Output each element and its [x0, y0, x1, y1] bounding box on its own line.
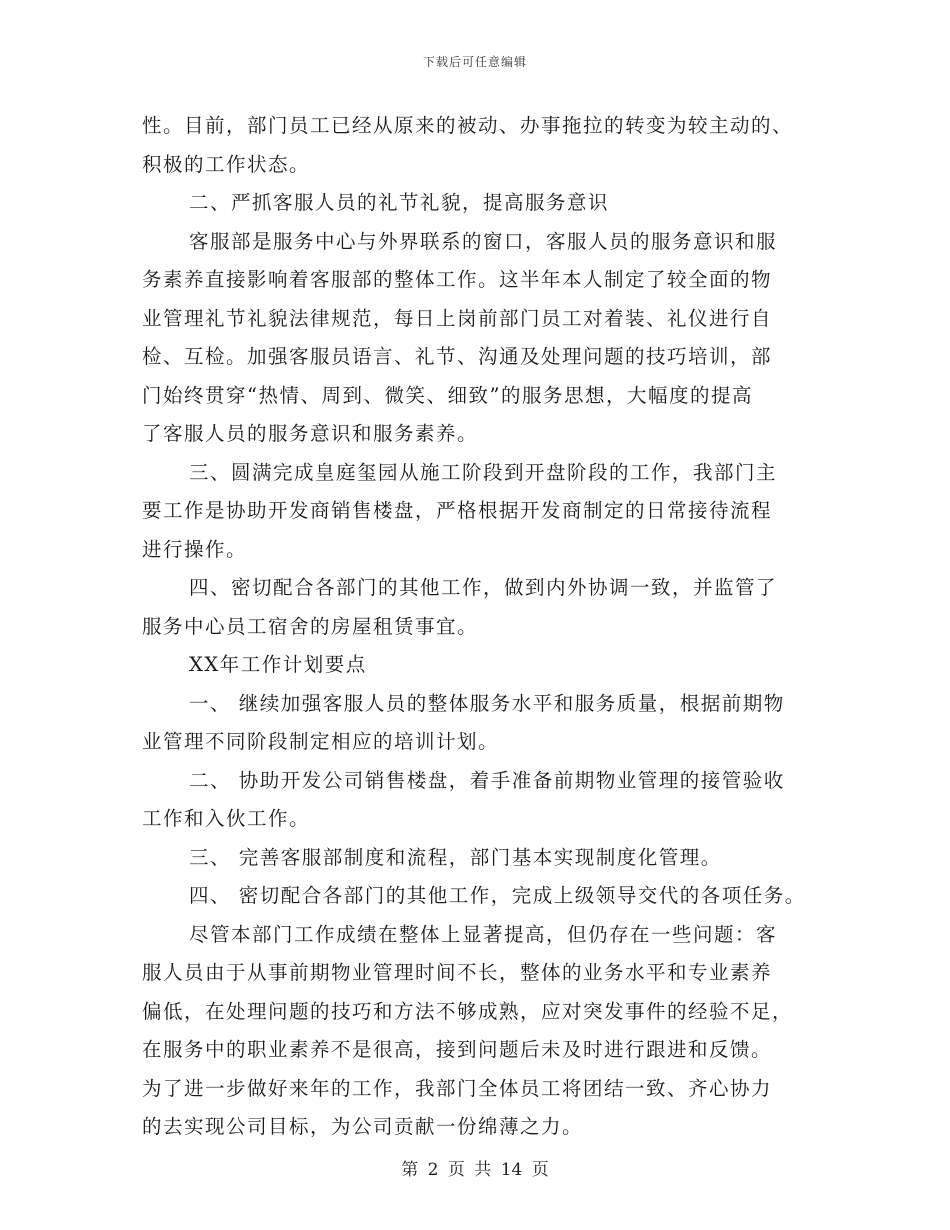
- text-line: 积极的工作状态。: [142, 152, 311, 176]
- text-line: 门始终贯穿“热情、周到、微笑、细致”的服务思想，大幅度的提高: [142, 383, 753, 407]
- text-line: 偏低，在处理问题的技巧和方法不够成熟，应对突发事件的经验不足，: [142, 999, 794, 1023]
- text-line: 为了进一步做好来年的工作，我部门全体员工将团结一致、齐心协力: [142, 1076, 773, 1100]
- document-body: [142, 107, 842, 1147]
- text-line: 服人员由于从事前期物业管理时间不长，整体的业务水平和专业素养: [142, 961, 773, 984]
- text-line: 性。目前，部门员工已经从原来的被动、办事拖拉的转变为较主动的、: [142, 114, 794, 137]
- text-line: 务素养直接影响着客服部的整体工作。这半年本人制定了较全面的物: [142, 268, 773, 291]
- text-line: 一、 继续加强客服人员的整体服务水平和服务质量，根据前期物: [189, 691, 785, 715]
- text-line: 要工作是协助开发商销售楼盘，严格根据开发商制定的日常接待流程: [142, 499, 773, 522]
- page-number: 第 2 页 共 14 页: [401, 1160, 549, 1180]
- text-line: 服务中心员工宿舍的房屋租赁事宜。: [142, 614, 479, 638]
- text-line: 二、 协助开发公司销售楼盘，着手准备前期物业管理的接管验收: [189, 768, 785, 792]
- text-line: 了客服人员的服务意识和服务素养。: [142, 422, 479, 445]
- text-line: 检、互检。加强客服员语言、礼节、沟通及处理问题的技巧培训，部: [142, 345, 773, 368]
- text-line: 客服部是服务中心与外界联系的窗口，客服人员的服务意识和服: [189, 229, 778, 253]
- page-header: 下载后可任意编辑: [422, 55, 527, 69]
- text-line: 四、密切配合各部门的其他工作，做到内外协调一致，并监管了: [189, 576, 778, 599]
- text-line: 三、圆满完成皇庭玺园从施工阶段到开盘阶段的工作，我部门主: [189, 460, 778, 484]
- text-line: 四、 密切配合各部门的其他工作，完成上级领导交代的各项任务。: [189, 884, 806, 907]
- text-line: 三、 完善客服部制度和流程，部门基本实现制度化管理。: [189, 845, 722, 869]
- text-line: 业管理不同阶段制定相应的培训计划。: [142, 730, 500, 753]
- text-line: 工作和入伙工作。: [142, 807, 311, 830]
- text-line: 的去实现公司目标，为公司贡献一份绵薄之力。: [142, 1115, 584, 1138]
- text-line: 进行操作。: [142, 537, 248, 561]
- section-heading: XX年工作计划要点: [189, 653, 367, 676]
- text-line: 在服务中的职业素养不是很高，接到问题后未及时进行跟进和反馈。: [142, 1038, 773, 1061]
- text-line: 业管理礼节礼貌法律规范，每日上岗前部门员工对着装、礼仪进行自: [142, 306, 773, 330]
- text-line: 尽管本部门工作成绩在整体上显著提高，但仍存在一些问题：客: [189, 922, 778, 946]
- section-heading: 二、严抓客服人员的礼节礼貌，提高服务意识: [189, 191, 610, 214]
